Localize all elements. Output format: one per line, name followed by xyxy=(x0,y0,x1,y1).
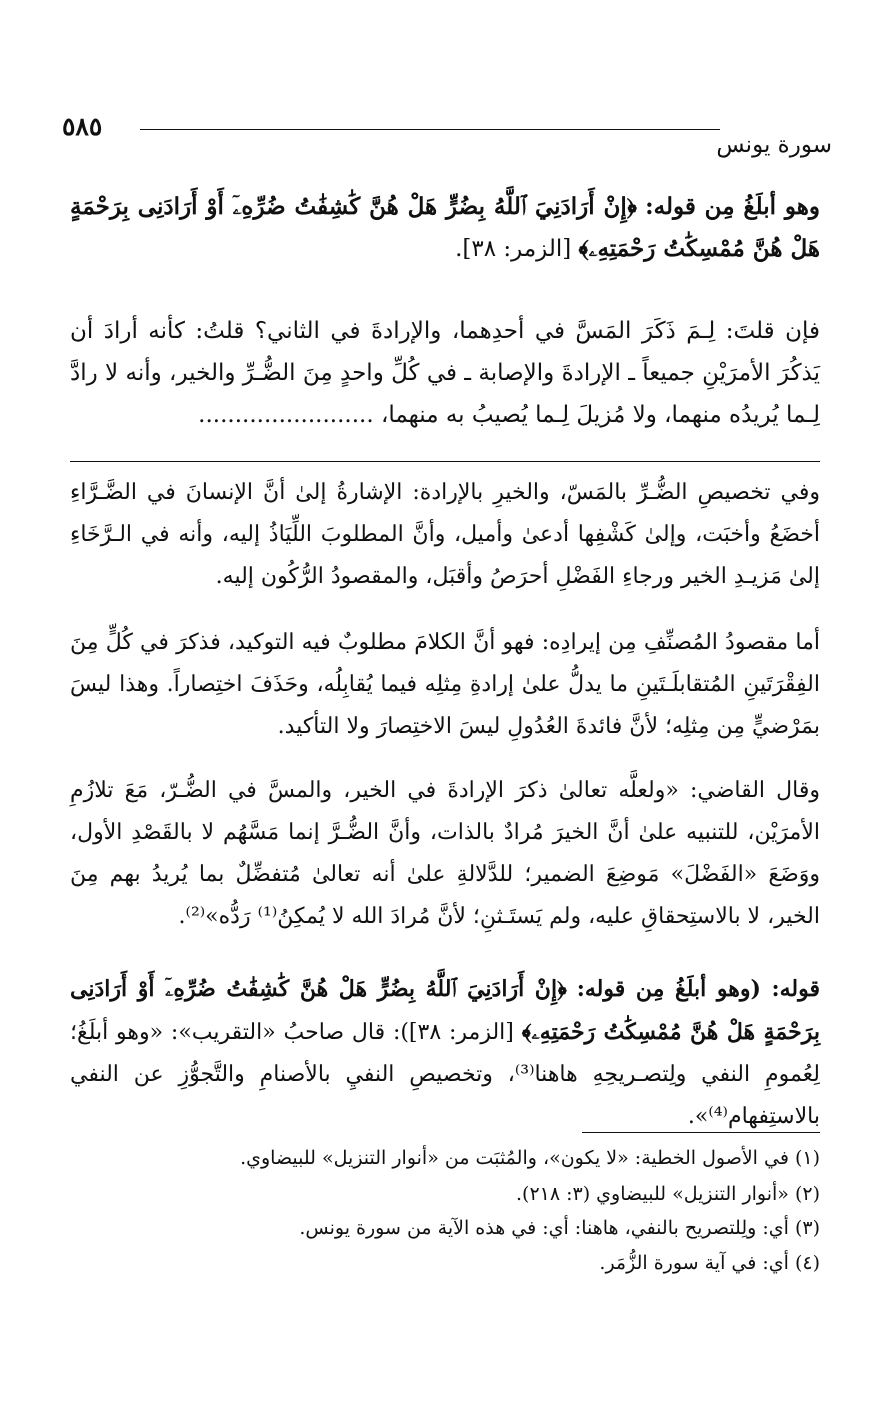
footnote-divider xyxy=(582,1132,820,1133)
page-header xyxy=(62,112,832,172)
footnote-4: (٤) أي: في آية سورة الزُّمَر. xyxy=(599,1252,820,1274)
quran-verse: ﴿إِنْ أَرَادَنِيَ ٱللَّهُ بِضُرٍّ هَلْ هُنَّ كَٰشِفَٰتُ ضُرِّهِۦٓ أَوْ أَرَادَنِى بِرَحْمَةٍ هَلْ هُنَّ مُمْسِكَٰتُ رَحْمَتِهِۦ﴾ xyxy=(70,193,820,262)
footnote-1: (١) في الأصول الخطية: «لا يكون»، والمُثبَت من «أنوار التنزيل» للبيضاوي. xyxy=(240,1147,820,1169)
main-text-divider xyxy=(70,461,820,462)
commentary-lead: قوله: (وهو أبلَغُ مِن قوله: xyxy=(576,976,820,1002)
commentary-paragraph-4 xyxy=(70,968,820,1138)
main-text-paragraph-1 xyxy=(70,186,820,270)
main-text-paragraph-2: فإن قلتَ: لِـمَ ذَكَرَ المَسَّ في أحدِهما، والإرادةَ في الثاني؟ قلتُ: كأنه أرادَ أن يَذكُرَ الأمرَيْنِ جميعاً ـ الإرادةَ والإصابة ـ في كُلِّ واحدٍ مِنَ الضُّـرِّ والخير، وأنه لا رادَّ لِـما يُريدُه منهما، ولا مُزيلَ لِـما يُصيبُ به منهما، ........................ xyxy=(70,318,820,428)
footnote-3: (٣) أي: ولِلتصريح بالنفي، هاهنا: أي: في هذه الآية من سورة يونس. xyxy=(299,1217,820,1239)
commentary-rest: [الزمر: ٣٨]): قال صاحبُ «التقريب»: «وهو أبلَغُ؛ لِعُمومِ النفي ولِتصـريحِهِ هاهنا⁽³⁾، وتخصيصِ النفيِ بالأصنامِ والتَّجوُّزِ عن النفي بالاستِفهام⁽⁴⁾». xyxy=(70,1020,820,1129)
commentary-paragraph-1: وفي تخصيصِ الضُّـرِّ بالمَسّ، والخيرِ بالإرادة: الإشارةُ إلىٰ أنَّ الإنسانَ في الضَّـرَّاءِ أخضَعُ وأخبَت، وإلىٰ كَشْفِها أدعىٰ وأميل، وأنَّ المطلوبَ اللِّيَاذُ إليه، وأنه في الـرَّخَاءِ إلىٰ مَزيـدِ الخير ورجاءِ الفَضْلِ أحرَصُ وأقبَل، والمقصودُ الرُّكُون إليه. xyxy=(70,480,820,589)
running-title: سورة يونس xyxy=(716,132,832,158)
quran-verse-commentary: ﴿إِنْ أَرَادَنِيَ ٱللَّهُ بِضُرٍّ هَلْ هُنَّ كَٰشِفَٰتُ ضُرِّهِۦٓ أَوْ أَرَادَنِى بِرَحْمَةٍ هَلْ هُنَّ مُمْسِكَٰتُ رَحْمَتِهِۦ﴾ xyxy=(70,976,820,1045)
header-rule xyxy=(140,129,720,130)
commentary-paragraph-3: وقال القاضي: «ولعلَّه تعالىٰ ذكرَ الإرادةَ في الخير، والمسَّ في الضُّـرّ، مَعَ تلازُمِ الأمرَيْن، للتنبيه علىٰ أنَّ الخيرَ مُرادٌ بالذات، وأنَّ الضُّـرَّ إنما مَسَّهُم لا بالقَصْدِ الأول، ووَضَعَ «الفَضْلَ» مَوضِعَ الضمير؛ للدَّلالةِ علىٰ أنه تعالىٰ مُتفضِّلٌ بما يُريدُ بهم مِنَ الخير، لا بالاستِحقاقِ عليه، ولم يَستَـثنِ؛ لأنَّ مُرادَ الله لا يُمكِنُ⁽¹⁾ رَدُّه»⁽²⁾. xyxy=(70,778,820,929)
verse-reference: [الزمر: ٣٨]. xyxy=(455,236,572,262)
footnote-2: (٢) «أنوار التنزيل» للبيضاوي (٣: ٢١٨). xyxy=(515,1183,820,1205)
commentary-paragraph-2: أما مقصودُ المُصنِّفِ مِن إيرادِه: فهو أنَّ الكلامَ مطلوبٌ فيه التوكيد، فذكرَ في كُلٍّ مِنَ الفِقْرَتَينِ المُتقابلَـتَينِ ما يدلُّ علىٰ إرادةِ مِثلِه فيما يُقابِلُه، وحَذَفَ اختِصاراً. وهذا ليسَ بمَرْضيٍّ مِن مِثلِه؛ لأنَّ فائدةَ العُدُولِ ليسَ الاختِصارَ ولا التأكيد. xyxy=(70,630,820,739)
page-number: ٥٨٥ xyxy=(62,112,103,141)
main-lead: وهو أبلَغُ مِن قوله: xyxy=(645,193,820,220)
